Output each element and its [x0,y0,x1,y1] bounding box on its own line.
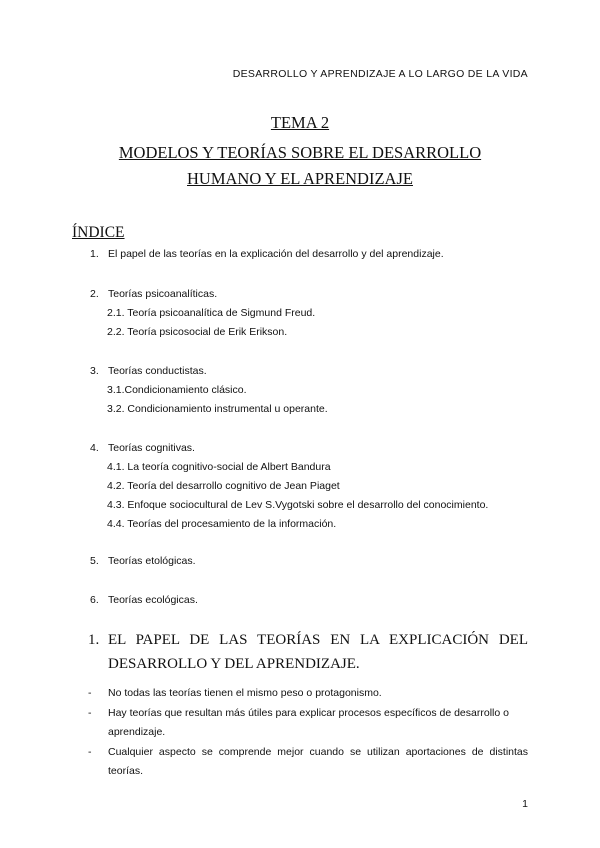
toc-subitem: 4.3. Enfoque sociocultural de Lev S.Vygotski sobre el desarrollo del conocimiento. [107,499,489,511]
toc-item [90,594,198,606]
toc-item-text: Teorías ecológicas. [108,594,198,606]
toc-subitem: 4.2. Teoría del desarrollo cognitivo de Jean Piaget [107,480,340,492]
index-heading: ÍNDICE [72,224,125,241]
bullet-item [88,684,528,703]
bullet-item [88,743,528,781]
toc-item [90,555,196,567]
toc-item-number: 1. [90,248,99,260]
toc-subitem: 2.2. Teoría psicosocial de Erik Erikson. [107,326,288,338]
dash-bullet-icon: - [88,746,92,758]
toc-subitem: 2.1. Teoría psicoanalítica de Sigmund Freud. [107,307,316,319]
bullet-text: Hay teorías que resultan más útiles para explicar procesos específicos de desarrollo o aprendizaje. [108,707,509,738]
toc-item-text: Teorías psicoanalíticas. [108,288,218,300]
page-number: 1 [522,798,528,810]
toc-item [90,248,444,260]
toc-item-text: Teorías etológicas. [108,555,196,567]
toc-item-number: 4. [90,442,99,454]
topic-number: TEMA 2 [270,113,330,132]
section-1-bullets [88,684,528,782]
toc-subitem: 4.4. Teorías del procesamiento de la información. [107,518,337,530]
toc-item-text: Teorías cognitivas. [108,442,195,454]
toc-item-text: Teorías conductistas. [108,365,207,377]
running-header: DESARROLLO Y APRENDIZAJE A LO LARGO DE LA VIDA [232,68,528,80]
title-block [0,110,600,192]
toc-item [90,442,195,454]
toc-item-number: 3. [90,365,99,377]
section-1-heading [88,628,528,676]
toc-subitem: 3.1.Condicionamiento clásico. [107,384,247,396]
topic-title-line-2: HUMANO Y EL APRENDIZAJE [187,169,413,188]
bullet-text: No todas las teorías tienen el mismo peso o protagonismo. [108,687,382,699]
bullet-item [88,704,528,742]
bullet-text: Cualquier aspecto se comprende mejor cuando se utilizan aportaciones de distintas teorías. [108,746,528,777]
topic-title-line-1: MODELOS Y TEORÍAS SOBRE EL DESARROLLO [118,143,482,162]
toc-item [90,365,207,377]
toc-item-text: El papel de las teorías en la explicación del desarrollo y del aprendizaje. [108,248,444,260]
toc-subitem: 4.1. La teoría cognitivo-social de Albert Bandura [107,461,331,473]
toc-item-number: 5. [90,555,99,567]
section-title: EL PAPEL DE LAS TEORÍAS EN LA EXPLICACIÓN DEL DESARROLLO Y DEL APRENDIZAJE. [108,632,528,672]
section-number: 1. [88,632,100,648]
dash-bullet-icon: - [88,687,92,699]
toc-item [90,288,217,300]
toc-subitem: 3.2. Condicionamiento instrumental u operante. [107,403,328,415]
toc-item-number: 2. [90,288,99,300]
toc-item-number: 6. [90,594,99,606]
dash-bullet-icon: - [88,707,92,719]
